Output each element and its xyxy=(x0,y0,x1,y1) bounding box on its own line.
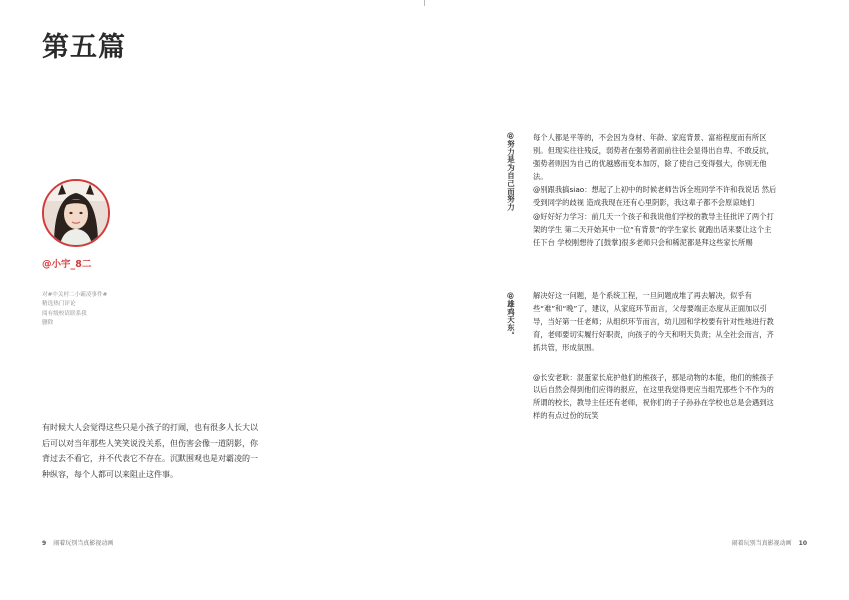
avatar xyxy=(42,179,110,247)
comment-paragraph: @别跟我搞siao：想起了上初中的时候老师告诉全班同学不许和我说话 然后受到同学的歧视 造成我现在还有心里阴影，我这辈子都不会原谅她们 xyxy=(533,184,777,207)
author-handle: @小宇_8二 xyxy=(42,259,92,270)
tag-line: 阅有级校请联系我 xyxy=(42,310,87,317)
footer-right xyxy=(725,538,807,547)
comment-paragraph: 解决好这一问题，是个系统工程，一旦问题成堆了再去解决，似乎有些“难”和“晚”了，建议，从家庭环节而言，父母要端正态度从正面加以引导，当好第一任老师；从组织环节而言，幼儿园和学校要有针对性地进行教育，老师要切实履行好职责，向孩子的今天和明天负责；从全社会而言，齐抓共管，形成氛围。 xyxy=(533,291,774,352)
avatar-portrait-image xyxy=(44,181,108,245)
comment-section-2 xyxy=(533,290,778,423)
tag-line: 精选热门评论 xyxy=(42,301,76,308)
page-spine xyxy=(424,0,425,6)
page-number: 9 xyxy=(42,540,47,547)
comment-paragraph: @好好好力学习：前几天一个孩子和我说他们学校的教导主任批评了两个打架的学生 第二天开始其中一位“有背景”的学生家长 就跑出话来要让这个主任下台 学校刚想待了[鼓掌]很多老师只会和稀泥都是拜这些家长所赐 xyxy=(533,212,774,248)
running-title: 闹着玩别当真影视动画 xyxy=(731,540,792,547)
page-number: 10 xyxy=(798,540,807,547)
running-title: 闹着玩别当真影视动画 xyxy=(53,540,114,547)
footer-left xyxy=(42,538,120,547)
comment-section-1 xyxy=(533,132,778,250)
tag-list xyxy=(42,291,107,329)
tag-line: 对#中关村二小霸凌事件# xyxy=(42,292,108,298)
chapter-title: 第五篇 xyxy=(42,32,126,63)
commenter-label-vertical: @雄鸡天东。 xyxy=(506,292,516,340)
comment-paragraph: @长安老耿：混蛋家长庇护他们的熊孩子，那是动物的本能，他们的熊孩子以后自然会得到他们应得的报应，在这里我觉得更应当组咒那些个不作为的所谓的校长，教导主任还有老师，祝你们的子子孙孙在学校也总是会遇到这样的有点过份的玩笑 xyxy=(533,372,774,421)
intro-paragraph: 有时候大人会觉得这些只是小孩子的打闹，也有很多人长大以后可以对当年那些人笑笑说没关系，但伤害会像一道阴影，你背过去不看它，并不代表它不存在。沉默围观也是对霸凌的一种纵容，每个人都可以来阻止这件事。 xyxy=(42,423,258,479)
commenter-label-vertical: @努力是为自己而努力 xyxy=(506,132,516,211)
comment-paragraph: 每个人都是平等的，不会因为身材、年龄、家庭背景、富裕程度而有所区别。但现实往往残反，弱势者在强势者面前往往会显得出自卑、不敢反抗，强势者则因为自己的优越感而变本加厉，除了使自己变得强大，你别无他法。 xyxy=(533,133,774,181)
tag-line: 删除 xyxy=(42,320,54,327)
